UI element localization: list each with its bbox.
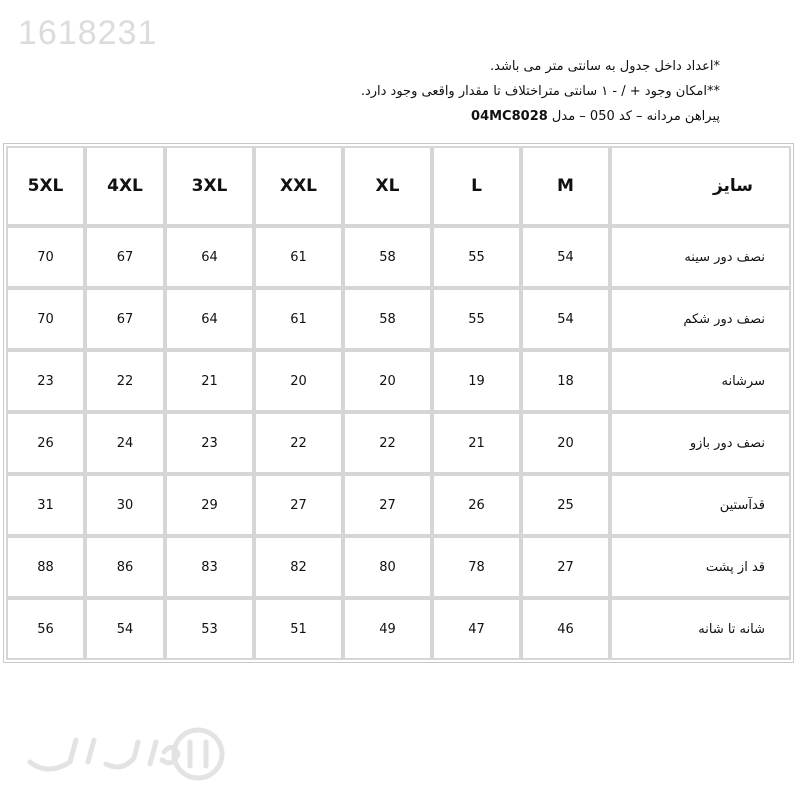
measurement-cell: 20 bbox=[521, 412, 610, 474]
measurement-cell: 51 bbox=[254, 598, 343, 660]
measurement-cell: 56 bbox=[6, 598, 85, 660]
measurement-cell: 54 bbox=[85, 598, 165, 660]
measurement-cell: 49 bbox=[343, 598, 432, 660]
measurement-cell: 20 bbox=[254, 350, 343, 412]
measurement-cell: 24 bbox=[85, 412, 165, 474]
measurement-cell: 55 bbox=[432, 226, 521, 288]
measurement-cell: 58 bbox=[343, 288, 432, 350]
measurement-cell: 54 bbox=[521, 226, 610, 288]
note-line-3 bbox=[200, 104, 720, 129]
table-row bbox=[6, 350, 791, 412]
measurement-cell: 27 bbox=[254, 474, 343, 536]
size-header-cell: 4XL bbox=[85, 146, 165, 226]
measurement-cell: 22 bbox=[85, 350, 165, 412]
table-row bbox=[6, 536, 791, 598]
measurement-cell: 30 bbox=[85, 474, 165, 536]
measurement-label: سرشانه bbox=[610, 350, 791, 412]
measurement-cell: 27 bbox=[521, 536, 610, 598]
watermark-id: 1618231 bbox=[18, 14, 158, 52]
measurement-cell: 46 bbox=[521, 598, 610, 660]
measurement-cell: 22 bbox=[254, 412, 343, 474]
product-description: پیراهن مردانه – کد 050 – مدل bbox=[551, 109, 720, 124]
measurement-cell: 83 bbox=[165, 536, 254, 598]
measurement-label: نصف دور بازو bbox=[610, 412, 791, 474]
measurement-cell: 78 bbox=[432, 536, 521, 598]
logo-text: بوتیک bbox=[168, 780, 171, 781]
measurement-cell: 86 bbox=[85, 536, 165, 598]
measurement-cell: 19 bbox=[432, 350, 521, 412]
measurement-cell: 25 bbox=[521, 474, 610, 536]
measurement-cell: 64 bbox=[165, 288, 254, 350]
measurement-label: نصف دور شکم bbox=[610, 288, 791, 350]
measurement-cell: 54 bbox=[521, 288, 610, 350]
measurement-cell: 23 bbox=[165, 412, 254, 474]
measurement-cell: 61 bbox=[254, 226, 343, 288]
measurement-label: قد از پشت bbox=[610, 536, 791, 598]
size-header-cell: L bbox=[432, 146, 521, 226]
measurement-cell: 82 bbox=[254, 536, 343, 598]
measurement-label: شانه تا شانه bbox=[610, 598, 791, 660]
measurement-cell: 58 bbox=[343, 226, 432, 288]
measurement-cell: 22 bbox=[343, 412, 432, 474]
measurement-cell: 47 bbox=[432, 598, 521, 660]
measurement-cell: 26 bbox=[6, 412, 85, 474]
size-header-cell: M bbox=[521, 146, 610, 226]
brand-logo bbox=[18, 712, 228, 792]
measurement-cell: 26 bbox=[432, 474, 521, 536]
note-line-2: **امکان وجود + / - ۱ سانتی متراختلاف تا مقدار واقعی وجود دارد. bbox=[360, 84, 720, 99]
measurement-cell: 61 bbox=[254, 288, 343, 350]
measurement-cell: 27 bbox=[343, 474, 432, 536]
measurement-cell: 18 bbox=[521, 350, 610, 412]
measurement-cell: 21 bbox=[165, 350, 254, 412]
measurement-cell: 80 bbox=[343, 536, 432, 598]
notes bbox=[200, 54, 720, 129]
measurement-cell: 64 bbox=[165, 226, 254, 288]
table-row bbox=[6, 226, 791, 288]
measurement-cell: 53 bbox=[165, 598, 254, 660]
measurement-label: قدآستین bbox=[610, 474, 791, 536]
table-row bbox=[6, 598, 791, 660]
measurement-cell: 31 bbox=[6, 474, 85, 536]
size-header-label: سایز bbox=[610, 146, 791, 226]
model-code: 04MC8028 bbox=[471, 109, 548, 124]
measurement-cell: 70 bbox=[6, 288, 85, 350]
measurement-cell: 23 bbox=[6, 350, 85, 412]
size-header-cell: XL bbox=[343, 146, 432, 226]
measurement-cell: 21 bbox=[432, 412, 521, 474]
size-header-cell: 5XL bbox=[6, 146, 85, 226]
measurement-cell: 67 bbox=[85, 288, 165, 350]
note-line-1: *اعداد داخل جدول به سانتی متر می باشد. bbox=[490, 59, 720, 74]
measurement-cell: 29 bbox=[165, 474, 254, 536]
size-header-cell: 3XL bbox=[165, 146, 254, 226]
measurement-label: نصف دور سینه bbox=[610, 226, 791, 288]
table-row bbox=[6, 288, 791, 350]
size-table bbox=[6, 146, 791, 660]
measurement-cell: 67 bbox=[85, 226, 165, 288]
table-row bbox=[6, 474, 791, 536]
measurement-cell: 20 bbox=[343, 350, 432, 412]
measurement-cell: 70 bbox=[6, 226, 85, 288]
measurement-cell: 55 bbox=[432, 288, 521, 350]
size-header-cell: XXL bbox=[254, 146, 343, 226]
measurement-cell: 88 bbox=[6, 536, 85, 598]
header-row bbox=[6, 146, 791, 226]
table-row bbox=[6, 412, 791, 474]
